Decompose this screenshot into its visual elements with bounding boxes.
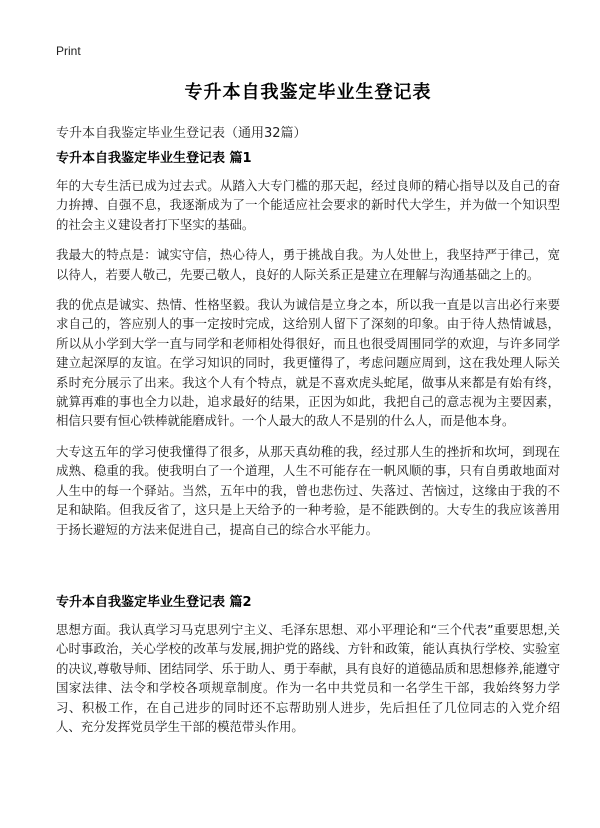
page-title: 专升本自我鉴定毕业生登记表 (184, 82, 432, 103)
paragraph: 大专这五年的学习使我懂得了很多，从那天真幼稚的我，经过那人生的挫折和坎坷，到现在成熟、稳重的我。使我明白了一个道理，人生不可能存在一帆风顺的事，只有自勇敢地面对人生中的每一个驿站。当然，五年中的我，曾也悲伤过、失落过、苦恼过，这缘由于我的不足和缺陷。但我反省了，这只是上天给予的一种考验，是不能跌倒的。大专生的我应该善用于扬长避短的方法来促进自己，提高自己的综合水平能力。 (56, 443, 560, 537)
section-1 (56, 150, 560, 550)
section-2 (56, 594, 560, 747)
print-link[interactable]: Print (56, 44, 81, 58)
section-heading: 专升本自我鉴定毕业生登记表 篇2 (56, 595, 252, 610)
paragraph: 我最大的特点是：诚实守信，热心待人，勇于挑战自我。为人处世上，我坚持严于律己，宽以待人，若要人敬己，先要己敬人，良好的人际关系正是建立在理解与沟通基础之上的。 (56, 247, 560, 282)
section-heading: 专升本自我鉴定毕业生登记表 篇1 (56, 151, 252, 166)
document-subtitle: 专升本自我鉴定毕业生登记表（通用32篇） (56, 126, 307, 141)
paragraph: 我的优点是诚实、热情、性格坚毅。我认为诚信是立身之本，所以我一直是以言出必行来要求自己的，答应别人的事一定按时完成，这给别人留下了深刻的印象。由于待人热情诚恳，所以从小学到大学一直与同学和老师相处得很好，而且也很受周围同学的欢迎，与许多同学建立起深厚的友谊。在学习知识的同时，我更懂得了，考虑问题应周到，这在我处理人际关系时充分展示了出来。我这个人有个特点，就是不喜欢虎头蛇尾，做事从来都是有始有终，就算再难的事也全力以赴，追求最好的结果，正因为如此，我把自己的意志视为主要因素，相信只要有恒心铁棒就能磨成针。一个人最大的敌人不是别的什么人，而是他本身。 (56, 297, 560, 429)
paragraph: 年的大专生活已成为过去式。从踏入大专门槛的那天起，经过良师的精心指导以及自己的奋力拚搏、自强不息，我逐渐成为了一个能适应社会要求的新时代大学生，并为做一个知识型的社会主义建设者打下坚实的基础。 (56, 178, 560, 232)
paragraph: 思想方面。我认真学习马克思列宁主义、毛泽东思想、邓小平理论和“三个代表”重要思想,关心时事政治，关心学校的改革与发展,拥护党的路线、方针和政策，能认真执行学校、实验室的决议,尊敬导师、团结同学、乐于助人、勇于奉献，具有良好的道德品质和思想修养,能遵守国家法律、法令和学校各项规章制度。作为一名中共党员和一名学生干部，我始终努力学习、积极工作，在自己进步的同时还不忘帮助别人进步，先后担任了几位同志的入党介绍人、充分发挥党员学生干部的模范带头作用。 (56, 622, 560, 735)
